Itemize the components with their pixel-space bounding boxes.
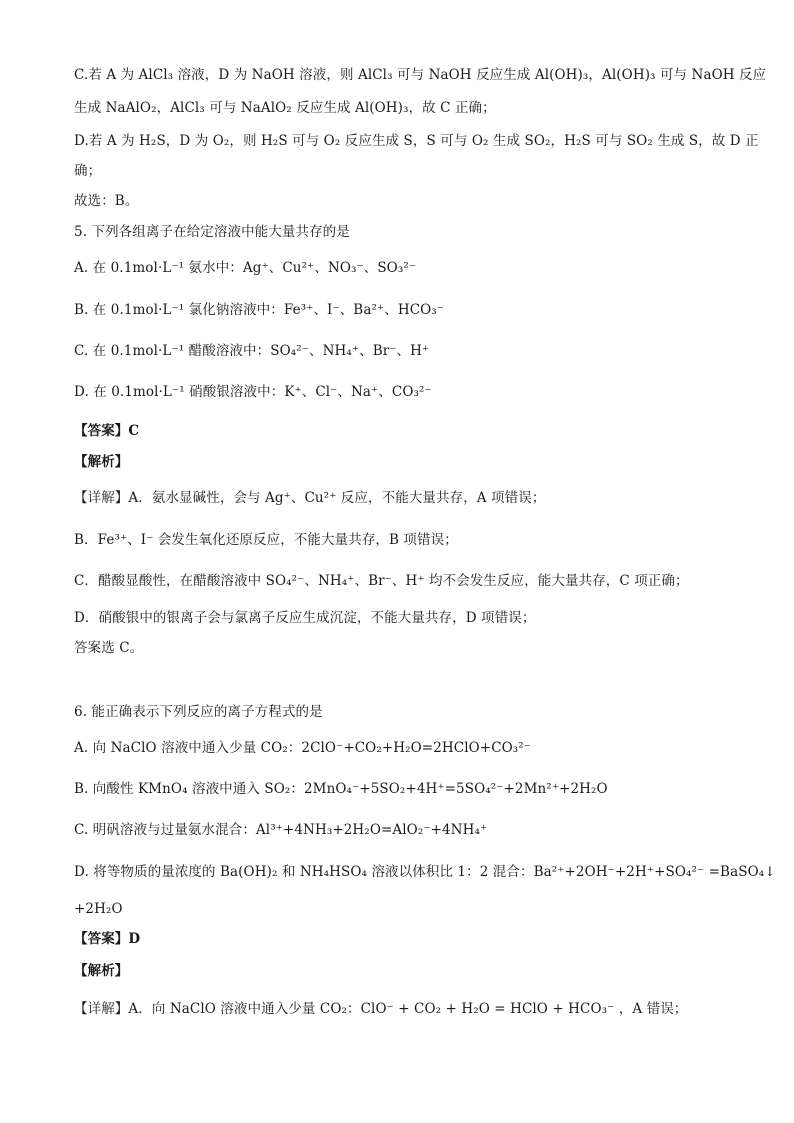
option-d-continued: +2H₂O — [74, 901, 123, 917]
option-c: C. 明矾溶液与过量氨水混合：Al³⁺+4NH₃+2H₂O=AlO₂⁻+4NH₄⁺ — [74, 822, 488, 838]
text-line: C.若 A 为 AlCl₃ 溶液，D 为 NaOH 溶液，则 AlCl₃ 可与 NaOH 反应生成 Al(OH)₃，Al(OH)₃ 可与 NaOH 反应 — [74, 67, 767, 83]
option-b: B. 在 0.1mol·L⁻¹ 氯化钠溶液中：Fe³⁺、I⁻、Ba²⁺、HCO₃⁻ — [74, 302, 445, 318]
text-line: D.若 A 为 H₂S，D 为 O₂，则 H₂S 可与 O₂ 反应生成 S，S 可与 O₂ 生成 SO₂，H₂S 可与 SO₂ 生成 S，故 D 正 — [74, 133, 759, 149]
text-line: 故选：B。 — [74, 193, 139, 209]
answer-label: 【答案】D — [74, 931, 141, 947]
analysis-label: 【解析】 — [74, 454, 129, 470]
text-line: 生成 NaAlO₂，AlCl₃ 可与 NaAlO₂ 反应生成 Al(OH)₃，故 C 正确； — [74, 100, 496, 116]
explanation-line: 【详解】A．氨水显碱性，会与 Ag⁺、Cu²⁺ 反应，不能大量共存，A 项错误； — [74, 490, 546, 506]
option-d: D. 在 0.1mol·L⁻¹ 硝酸银溶液中：K⁺、Cl⁻、Na⁺、CO₃²⁻ — [74, 384, 432, 400]
explanation-line: C．醋酸显酸性，在醋酸溶液中 SO₄²⁻、NH₄⁺、Br⁻、H⁺ 均不会发生反应，能大量共存，C 项正确； — [74, 573, 689, 589]
explanation-line: 答案选 C。 — [74, 640, 144, 656]
question-title: 5. 下列各组离子在给定溶液中能大量共存的是 — [74, 224, 350, 240]
explanation-line: D．硝酸银中的银离子会与氯离子反应生成沉淀，不能大量共存，D 项错误； — [74, 610, 536, 626]
option-a: A. 向 NaClO 溶液中通入少量 CO₂：2ClO⁻+CO₂+H₂O=2HClO+CO₃²⁻ — [74, 740, 532, 756]
answer-label: 【答案】C — [74, 423, 140, 439]
explanation-line: 【详解】A．向 NaClO 溶液中通入少量 CO₂：ClO⁻ + CO₂ + H₂O = HClO + HCO₃⁻ ，A 错误； — [74, 1001, 688, 1017]
option-d: D. 将等物质的量浓度的 Ba(OH)₂ 和 NH₄HSO₄ 溶液以体积比 1：2 混合：Ba²⁺+2OH⁻+2H⁺+SO₄²⁻ =BaSO₄↓ — [74, 864, 776, 880]
analysis-label: 【解析】 — [74, 963, 129, 979]
option-b: B. 向酸性 KMnO₄ 溶液中通入 SO₂：2MnO₄⁻+5SO₂+4H⁺=5SO₄²⁻+2Mn²⁺+2H₂O — [74, 781, 608, 797]
question-title: 6. 能正确表示下列反应的离子方程式的是 — [74, 704, 323, 720]
option-a: A. 在 0.1mol·L⁻¹ 氨水中：Ag⁺、Cu²⁺、NO₃⁻、SO₃²⁻ — [74, 260, 417, 276]
explanation-line: B．Fe³⁺、I⁻ 会发生氧化还原反应，不能大量共存，B 项错误； — [74, 532, 458, 548]
text-line: 确； — [74, 163, 102, 179]
option-c: C. 在 0.1mol·L⁻¹ 醋酸溶液中：SO₄²⁻、NH₄⁺、Br⁻、H⁺ — [74, 343, 430, 359]
